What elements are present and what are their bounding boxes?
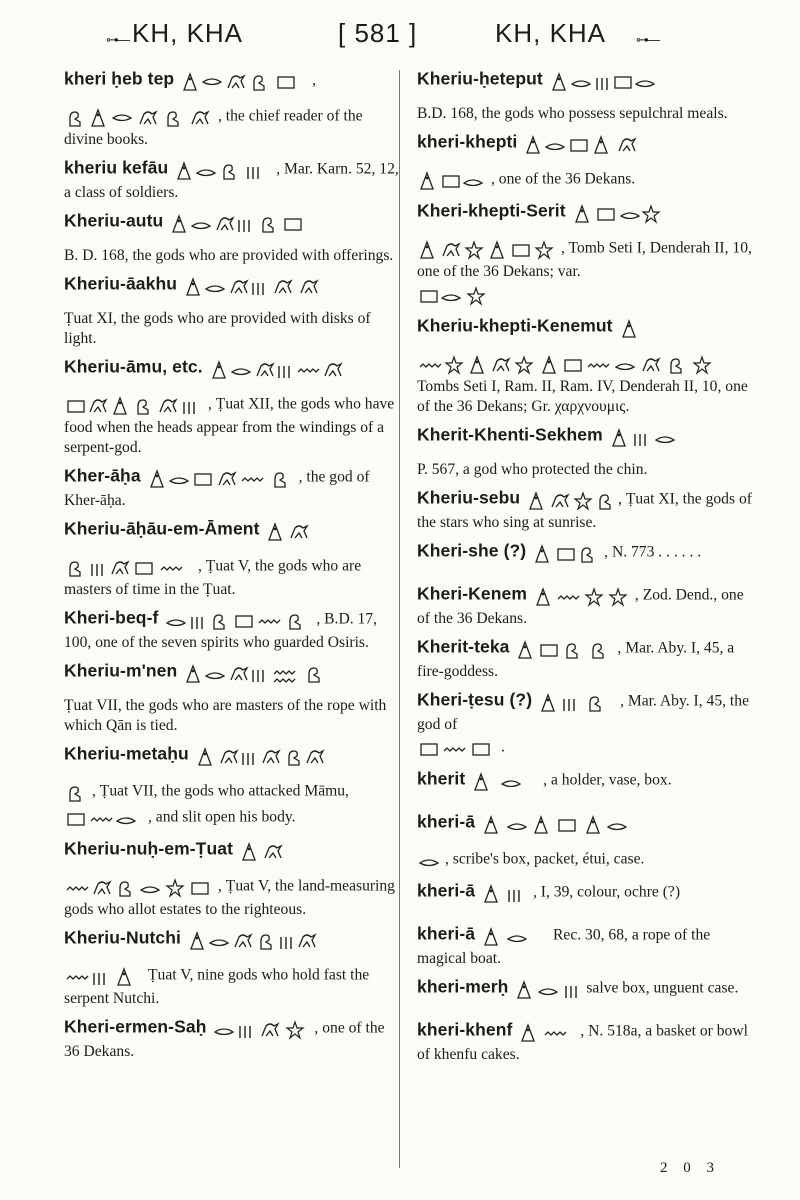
ornament-right: ⊶—: [636, 32, 658, 47]
header-left: KH, KHA: [132, 18, 244, 48]
dictionary-entry: Kheriu-sebu , Ṭuat XI, the gods of the stars who sing at sunrise.: [417, 487, 752, 531]
dictionary-entry: Kher-āḥa , the god of Kher-āḥa.: [64, 465, 370, 509]
dictionary-entry: Kheri-she (?) , N. 773 . . . . . .: [417, 540, 757, 576]
hieroglyph-group: [419, 167, 489, 193]
header-right: KH, KHA: [495, 18, 607, 48]
hieroglyph-group: [481, 923, 551, 949]
dictionary-entry: Kheriu-āḥāu-em-Āment , Ṭuat V, the gods who are masters of time in the Ṭuat.: [64, 518, 362, 598]
dictionary-entry: kheriu kefāu , Mar. Karn. 52, 12, a class of soldiers.: [64, 157, 399, 201]
headword: kheri ḥeb tep: [64, 68, 175, 89]
hieroglyph-group: [481, 811, 641, 837]
hieroglyph-group: [572, 200, 662, 226]
hieroglyph-group: [66, 104, 216, 130]
hieroglyph-group: [481, 880, 531, 906]
hieroglyph-group: [187, 927, 317, 953]
dictionary-entry: kheri-merḥ salve box, unguent case.: [417, 976, 757, 1012]
hieroglyph-group: [471, 768, 541, 794]
hieroglyph-group: [66, 392, 206, 418]
hieroglyph-group: [609, 424, 689, 450]
dictionary-entry: Kheriu-āmu, etc. , Ṭuat XII, the gods who have food when the heads appear from the windings of a serpent-god.: [64, 356, 395, 456]
ornament-left: ⊶—: [106, 32, 128, 47]
dictionary-entry: Kheriu-metaḥu , Ṭuat VII, the gods who attacked Māmu, , and slit open his body.: [64, 743, 402, 831]
hieroglyph-group: [239, 838, 287, 864]
hieroglyph-group: [212, 1016, 312, 1042]
hieroglyph-group: [532, 540, 602, 566]
header-page: [ 581 ]: [338, 18, 418, 48]
hieroglyph-group: [180, 68, 310, 94]
hieroglyph-group: [549, 68, 659, 94]
dictionary-entry: kheri-ā , scribe's box, packet, étui, case.: [417, 811, 757, 873]
dictionary-entry: Kherit-teka , Mar. Aby. I, 45, a fire-goddess.: [417, 636, 735, 680]
hieroglyph-group: [66, 779, 90, 805]
dictionary-entry: Kheriu-Nutchi Ṭuat V, nine gods who hold fast the serpent Nutchi.: [64, 927, 370, 1007]
dictionary-entry: kheri ḥeb tep , , the chief reader of the divine books.: [64, 68, 363, 148]
dictionary-entry: Kherit-Khenti-Sekhem P. 567, a god who protected the chin.: [417, 424, 757, 480]
hieroglyph-group: [526, 487, 616, 513]
dictionary-entry: Kheri-ermen-Saḥ , one of the 36 Dekans.: [64, 1016, 385, 1060]
hieroglyph-group: [66, 554, 196, 580]
dictionary-entry: kherit , a holder, vase, box.: [417, 768, 757, 804]
hieroglyph-group: [523, 131, 653, 157]
hieroglyph-group: [419, 735, 499, 761]
hieroglyph-group: [66, 874, 216, 900]
dictionary-entry: Kheriu-m'nen Ṭuat VII, the gods who are masters of the rope with which Qān is tied.: [64, 660, 387, 734]
hieroglyph-group: [419, 847, 443, 873]
hieroglyph-group: [66, 805, 146, 831]
right-column: [417, 68, 757, 1072]
left-column: [64, 68, 402, 1069]
hieroglyph-group: [538, 689, 618, 715]
dictionary-entry: Kheriu-āakhu Ṭuat XI, the gods who are provided with disks of light.: [64, 273, 371, 347]
dictionary-entry: Kheriu-ḥeteput B.D. 168, the gods who possess sepulchral meals.: [417, 68, 728, 122]
hieroglyph-group: [66, 963, 146, 989]
dictionary-entry: kheri-ā , I, 39, colour, ochre (?): [417, 880, 757, 916]
dictionary-entry: Kheri-beq-f , B.D. 17, 100, one of the seven spirits who guarded Osiris.: [64, 607, 377, 651]
dictionary-entry: kheri-khepti , one of the 36 Dekans.: [417, 131, 757, 193]
hieroglyph-group: [209, 356, 349, 382]
hieroglyph-group: [183, 273, 333, 299]
dictionary-entry: Kheri-Kenem , Zod. Dend., one of the 36 Dekans.: [417, 583, 744, 627]
hieroglyph-group: [147, 465, 297, 491]
hieroglyph-group: [164, 607, 314, 633]
dictionary-entry: kheri-khenf , N. 518a, a basket or bowl of khenfu cakes.: [417, 1019, 748, 1063]
hieroglyph-group: [183, 660, 333, 686]
hieroglyph-group: [533, 583, 633, 609]
hieroglyph-group: [518, 1019, 578, 1045]
hieroglyph-group: [619, 315, 659, 341]
hieroglyph-group: [265, 518, 315, 544]
hieroglyph-group: [419, 236, 559, 262]
hieroglyph-group: [195, 743, 325, 769]
hieroglyph-group: [514, 976, 584, 1002]
hieroglyph-group: [515, 636, 615, 662]
dictionary-entry: Kheriu-khepti-Kenemut Tombs Seti I, Ram. II, Ram. IV, Denderah II, 10, one of the 36 Dekans; Gr. χαρχνουμις.: [417, 315, 748, 415]
hieroglyph-group: [419, 282, 509, 308]
dictionary-entry: kheri-ā Rec. 30, 68, a rope of the magical boat.: [417, 923, 711, 967]
hieroglyph-group: [174, 157, 274, 183]
hieroglyph-group: [169, 210, 319, 236]
dictionary-entry: Kheri-ṭesu (?) , Mar. Aby. I, 45, the god of .: [417, 689, 757, 761]
dictionary-entry: Kheriu-autu B. D. 168, the gods who are provided with offerings.: [64, 210, 394, 264]
hieroglyph-group: [419, 351, 739, 377]
page-number: 2 0 3: [660, 1160, 720, 1176]
dictionary-entry: Kheriu-nuḥ-em-Ṭuat , Ṭuat V, the land-measuring gods who allot estates to the righteous.: [64, 838, 395, 918]
dictionary-entry: Kheri-khepti-Serit , Tomb Seti I, Denderah II, 10, one of the 36 Dekans; var.: [417, 200, 757, 308]
page-header: [0, 18, 800, 52]
